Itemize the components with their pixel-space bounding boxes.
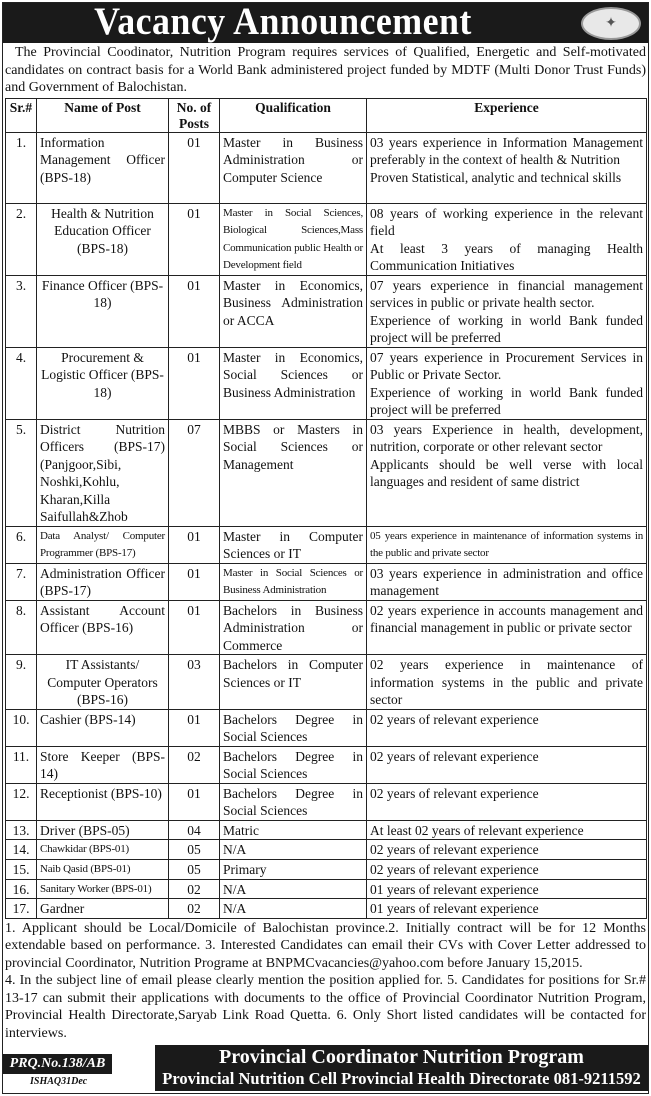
cell-sr-text: 16. [12,881,30,897]
cell-sr [6,600,37,655]
table-row [6,419,647,526]
cell-post [37,347,169,419]
cell-qualification-text: Master in Computer Sciences or IT [223,528,363,561]
cell-experience-extra: Proven Statistical, analytic and technical skills [370,169,622,185]
cell-qualification [220,132,367,203]
cell-posts [169,709,220,746]
cell-sr [6,783,37,820]
cell-post [37,709,169,746]
cell-experience [367,783,647,820]
cell-experience-text: 02 years of relevant experience [370,711,539,727]
header-qualification: Qualification [220,98,367,132]
cell-posts-text: 04 [187,822,201,838]
cell-post-text: District Nutrition Officers (BPS-17) (Panjgoor,Sibi, Noshki,Kohlu, Kharan,Killa Saifullah&Zhob [40,421,165,524]
cell-qualification [220,746,367,783]
ad-code: ISHAQ31Dec [30,1076,88,1087]
cell-post [37,203,169,275]
prq-number: PRQ.No.138/AB [3,1054,112,1074]
cell-post-text: Administration Officer (BPS-17) [40,565,165,598]
cell-post-text: Chawkidar (BPS-01) [40,843,129,855]
cell-experience [367,563,647,600]
cell-post-text: Sanitary Worker (BPS-01) [40,882,152,895]
table-row [6,347,647,419]
cell-sr [6,899,37,919]
cell-sr [6,275,37,347]
page-title: Vacancy Announcement [94,0,472,43]
cell-post-text: Assistant Account Officer (BPS-16) [40,602,165,635]
cell-qualification-text: MBBS or Masters in Social Sciences or Management [223,421,363,472]
table-row [6,203,647,275]
intro-paragraph: The Provincial Coodinator, Nutrition Program requires services of Qualified, Energetic and Self-motivated candidates on contract basis for a World Bank administered project funded by MDTF (Multi Donor Trust Funds) and Government of Balochistan. [5,45,646,95]
cell-qualification [220,840,367,860]
footer-banner [155,1045,648,1091]
table-row [6,709,647,746]
cell-experience-text: 02 years of relevant experience [370,862,539,877]
header-sr: Sr.# [6,98,37,132]
cell-sr-text: 2. [15,205,27,221]
cell-qualification [220,203,367,275]
instructions-part-1: 1. Applicant should be Local/Domicile of Balochistan province.2. Initially contract will be for 12 Months extendable based on performance. 3. Interested Candidates can email their CVs with Cover Letter addressed to provincial Coordinator, Nutrition Programe at BNPMCvacancies@yahoo.com before January 15,2015. [5,920,646,971]
table-row [6,879,647,899]
cell-post [37,840,169,860]
cell-sr-text: 6. [15,528,27,544]
cell-posts-text: 01 [187,205,201,221]
cell-sr-text: 9. [15,657,27,672]
cell-sr [6,746,37,783]
cell-post [37,419,169,526]
cell-post-text: Procurement & Logistic Officer (BPS-18) [41,349,164,400]
cell-sr-text: 4. [15,349,27,365]
table-row [6,563,647,600]
cell-experience-extra: Applicants should be well verse with local languages and resident of same district [370,456,643,489]
cell-qualification [220,419,367,526]
cell-qualification-text: Bachelors Degree in Social Sciences [223,711,363,744]
footer-contact: Provincial Nutrition Cell Provincial Health Directorate 081-9211592 [162,1069,641,1088]
cell-experience [367,600,647,655]
cell-experience-text: 08 years of working experience in the relevant field [370,205,643,238]
cell-sr [6,655,37,710]
cell-qualification-text: Master in Business Administration or Computer Science [223,134,363,185]
cell-sr [6,347,37,419]
cell-experience-text: 02 years experience in accounts management and financial management in public or private sector [370,602,643,635]
government-emblem-logo: ✦ [581,7,641,40]
cell-experience [367,526,647,563]
cell-qualification-text: Bachelors Degree in Social Sciences [223,748,363,781]
cell-experience-text: 03 years Experience in health, development, nutrition, corporate or other relevant sector [370,421,643,454]
cell-experience-text: At least 02 years of relevant experience [370,822,584,838]
table-row [6,526,647,563]
cell-posts-text: 02 [187,748,201,764]
cell-qualification-text: Bachelors Degree in Social Sciences [223,785,363,818]
cell-posts [169,203,220,275]
cell-experience [367,860,647,880]
cell-post [37,600,169,655]
cell-qualification [220,899,367,919]
cell-post-text: Health & Nutrition Education Officer (BPS-18) [51,205,154,256]
cell-posts [169,783,220,820]
cell-qualification-text: Master in Social Sciences, Biological Sciences,Mass Communication public Health or Development field [223,206,363,271]
cell-experience [367,419,647,526]
cell-experience-extra: At least 3 years of managing Health Communication Initiatives [370,240,643,273]
cell-posts-text: 02 [187,881,201,897]
cell-post-text: Receptionist (BPS-10) [40,785,162,801]
cell-sr-text: 17. [12,901,30,916]
cell-experience [367,347,647,419]
cell-qualification-text: Bachelors in Business Administration or Commerce [223,602,363,653]
cell-sr-text: 12. [12,785,30,801]
cell-posts [169,526,220,563]
cell-posts [169,860,220,880]
cell-posts [169,820,220,840]
cell-post-text: Data Analyst/ Computer Programmer (BPS-17) [40,529,165,559]
cell-sr-text: 10. [12,711,30,727]
cell-sr [6,526,37,563]
cell-experience [367,709,647,746]
cell-post-text: Driver (BPS-05) [40,822,130,838]
cell-experience-text: 07 years experience in financial management services in public or private health sector. [370,277,643,310]
footer-area [3,1045,648,1091]
cell-experience [367,655,647,710]
cell-posts [169,746,220,783]
cell-qualification-text: N/A [223,881,247,897]
table-row [6,820,647,840]
table-row [6,275,647,347]
cell-posts-text: 03 [187,657,201,672]
cell-posts [169,899,220,919]
cell-posts-text: 05 [187,842,201,857]
cell-sr-text: 7. [15,565,27,581]
cell-post [37,899,169,919]
cell-sr-text: 14. [12,842,30,857]
cell-post-text: Store Keeper (BPS-14) [40,748,165,781]
cell-qualification [220,563,367,600]
cell-experience-text: 02 years of relevant experience [370,748,539,764]
cell-post-text: Information Management Officer (BPS-18) [40,134,165,185]
cell-post [37,783,169,820]
table-header [6,98,647,132]
cell-sr [6,563,37,600]
cell-posts [169,275,220,347]
cell-posts [169,563,220,600]
cell-experience [367,840,647,860]
cell-post [37,879,169,899]
cell-post [37,132,169,203]
cell-experience-text: 02 years of relevant experience [370,785,539,801]
cell-qualification [220,347,367,419]
cell-posts-text: 07 [187,421,201,437]
cell-experience-extra: Experience of working in world Bank funded project will be preferred [370,312,643,345]
cell-posts-text: 01 [187,785,201,801]
cell-post-text: Finance Officer (BPS-18) [41,277,164,310]
reference-block [3,1045,153,1088]
title-banner [3,0,648,43]
cell-experience-text: 03 years experience in administration and office management [370,565,643,598]
cell-qualification-text: N/A [223,901,247,916]
cell-posts [169,879,220,899]
cell-qualification-text: Master in Economics, Social Sciences or Business Administration [223,349,363,400]
cell-qualification-text: N/A [223,842,247,857]
vacancy-table [5,98,647,919]
cell-qualification [220,526,367,563]
header-experience: Experience [367,98,647,132]
cell-experience-text: 01 years of relevant experience [370,901,539,916]
cell-experience [367,899,647,919]
cell-experience [367,820,647,840]
table-row [6,655,647,710]
table-row [6,600,647,655]
cell-qualification [220,783,367,820]
table-row [6,840,647,860]
cell-sr [6,203,37,275]
cell-posts [169,132,220,203]
cell-experience-text: 07 years experience in Procurement Services in Public or Private Sector. [370,349,643,382]
cell-sr [6,132,37,203]
cell-experience [367,203,647,275]
cell-posts [169,419,220,526]
cell-posts [169,655,220,710]
instructions [5,920,646,1043]
table-row [6,746,647,783]
cell-sr [6,860,37,880]
table-row [6,132,647,203]
cell-qualification [220,275,367,347]
cell-post [37,563,169,600]
cell-posts-text: 01 [187,277,201,293]
cell-posts-text: 01 [187,565,201,581]
cell-post [37,860,169,880]
cell-experience-text: 02 years of relevant experience [370,842,539,857]
cell-sr [6,419,37,526]
cell-post [37,820,169,840]
cell-qualification [220,820,367,840]
cell-qualification [220,860,367,880]
cell-sr [6,879,37,899]
cell-posts-text: 01 [187,349,201,365]
ad-frame [2,2,649,1094]
cell-sr [6,820,37,840]
cell-post [37,526,169,563]
cell-qualification-text: Primary [223,862,267,877]
cell-experience [367,746,647,783]
cell-post-text: Gardner [40,901,85,916]
cell-sr-text: 3. [15,277,27,293]
cell-post-text: Naib Qasid (BPS-01) [40,863,131,875]
cell-sr-text: 5. [15,421,27,437]
cell-posts [169,347,220,419]
cell-qualification [220,879,367,899]
cell-posts-text: 02 [187,901,201,916]
cell-experience-text: 01 years of relevant experience [370,881,539,897]
cell-experience [367,275,647,347]
cell-post [37,655,169,710]
cell-experience [367,879,647,899]
header-posts: No. of Posts [169,98,220,132]
cell-post [37,746,169,783]
cell-sr-text: 15. [12,862,30,877]
header-post: Name of Post [37,98,169,132]
cell-sr-text: 13. [12,822,30,838]
cell-qualification-text: Bachelors in Computer Sciences or IT [223,657,363,690]
cell-experience-extra: Experience of working in world Bank funded project will be preferred [370,384,643,417]
table-row [6,899,647,919]
cell-qualification [220,600,367,655]
cell-sr-text: 8. [15,602,27,618]
cell-sr [6,709,37,746]
cell-sr-text: 1. [15,134,27,150]
cell-posts-text: 01 [187,602,201,618]
cell-posts [169,840,220,860]
cell-experience-text: 05 years experience in maintenance of information systems in the public and private sector [370,529,643,559]
footer-office: Provincial Coordinator Nutrition Program [219,1046,584,1068]
cell-posts-text: 01 [187,134,201,150]
table-row [6,860,647,880]
cell-qualification-text: Matric [223,822,259,838]
instructions-part-2: 4. In the subject line of email please clearly mention the position applied for. 5. Candidates for positions for Sr.# 13-17 can submit their applications with documents to the office of Provincial Coordinator Nutrition Program, Provincial Health Directorate,Saryab Link Road Quetta. 6. Only Short listed candidates will be contacted for interviews. [5,973,646,1041]
cell-sr-text: 11. [12,748,30,764]
cell-qualification-text: Master in Economics, Business Administration or ACCA [223,277,363,328]
cell-qualification-text: Master in Social Sciences or Business Administration [223,566,363,596]
table-row [6,783,647,820]
cell-experience-text: 02 years experience in maintenance of information systems in the public and private sector [370,657,643,707]
cell-posts-text: 01 [187,711,201,727]
cell-posts [169,600,220,655]
cell-post-text: IT Assistants/ Computer Operators (BPS-16) [47,657,158,707]
cell-sr [6,840,37,860]
cell-qualification [220,655,367,710]
cell-post-text: Cashier (BPS-14) [40,711,136,727]
cell-experience-text: 03 years experience in Information Management preferably in the context of health & Nutrition [370,134,643,167]
cell-posts-text: 01 [187,528,201,544]
cell-qualification [220,709,367,746]
cell-post [37,275,169,347]
cell-posts-text: 05 [187,862,201,877]
cell-experience [367,132,647,203]
